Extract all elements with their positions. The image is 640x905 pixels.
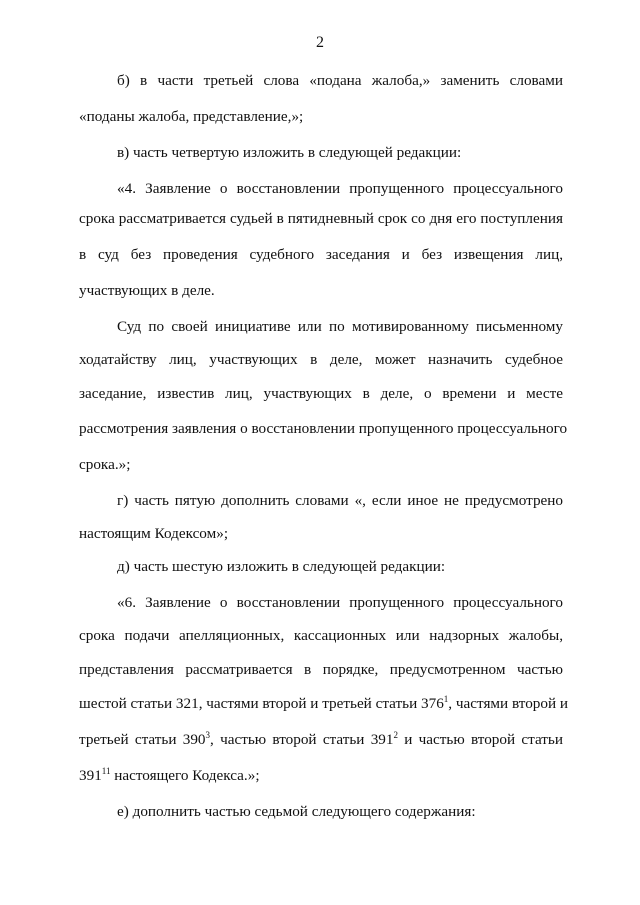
- text-line: ходатайству лиц, участвующих в деле, может назначить судебное: [79, 351, 563, 368]
- text-line: настоящим Кодексом»;: [79, 525, 229, 542]
- text-line: участвующих в деле.: [79, 282, 215, 299]
- text-line: в суд без проведения судебного заседания и без извещения лиц,: [79, 246, 563, 263]
- text-line: «6. Заявление о восстановлении пропущенного процессуального: [117, 594, 563, 611]
- text-line: [79, 694, 569, 714]
- text-line: в) часть четвертую изложить в следующей редакции:: [117, 144, 462, 161]
- text-line: д) часть шестую изложить в следующей редакции:: [117, 558, 446, 575]
- text-run: настоящего Кодекса.»;: [110, 767, 260, 784]
- text-line: срока.»;: [79, 456, 131, 473]
- text-line: Суд по своей инициативе или по мотивированному письменному: [117, 318, 563, 335]
- text-line: г) часть пятую дополнить словами «, если иное не предусмотрено: [117, 492, 563, 509]
- text-line: [79, 730, 563, 750]
- superscript: 2: [393, 730, 398, 740]
- superscript: 1: [443, 694, 449, 704]
- text-line: б) в части третьей слова «подана жалоба,» заменить словами: [117, 72, 563, 89]
- text-line: [79, 766, 563, 786]
- text-line: «поданы жалоба, представление,»;: [79, 108, 304, 125]
- text-line: рассмотрения заявления о восстановлении пропущенного процессуального: [79, 420, 568, 437]
- text-line: «4. Заявление о восстановлении пропущенного процессуального: [117, 180, 563, 197]
- text-line: заседание, известив лиц, участвующих в деле, о времени и месте: [79, 385, 563, 402]
- text-run: и частью второй статьи: [397, 731, 563, 748]
- page-number: 2: [316, 34, 324, 51]
- superscript: 3: [205, 730, 211, 740]
- text-run: , частью второй статьи 391: [210, 731, 394, 748]
- text-run: , частями второй и: [448, 695, 569, 712]
- superscript: 11: [101, 766, 111, 776]
- text-run: третьей статьи 390: [79, 731, 206, 748]
- text-line: срока рассматривается судьей в пятидневный срок со дня его поступления: [79, 210, 563, 227]
- text-run: шестой статьи 321, частями второй и третьей статьи 376: [79, 695, 444, 712]
- text-line: срока подачи апелляционных, кассационных или надзорных жалобы,: [79, 627, 563, 644]
- text-line: представления рассматривается в порядке, предусмотренном частью: [79, 661, 563, 678]
- text-line: е) дополнить частью седьмой следующего содержания:: [117, 803, 476, 820]
- text-run: 391: [79, 767, 102, 784]
